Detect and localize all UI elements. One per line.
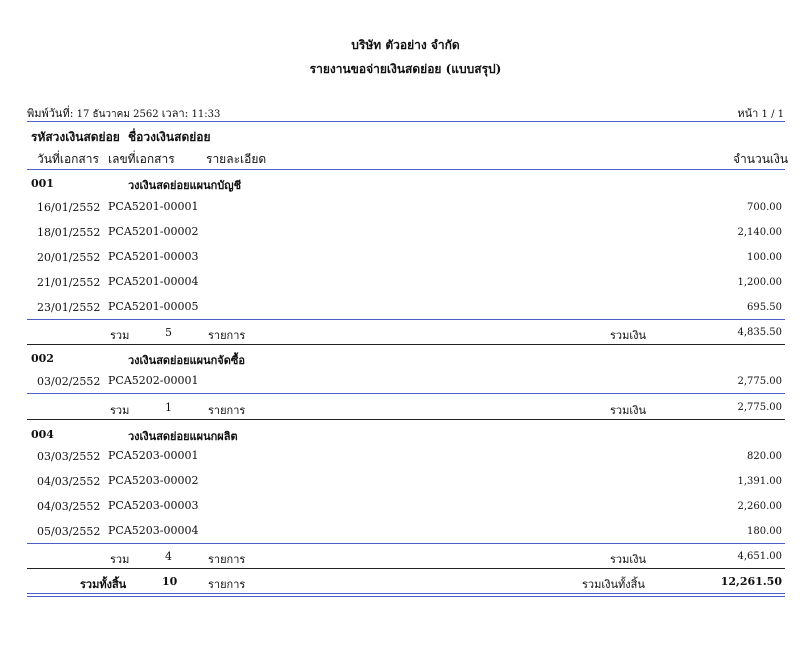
row-doc: PCA5203-00001: [108, 449, 199, 462]
row-amount: 1,391.00: [737, 476, 782, 487]
group-code: 004: [31, 428, 54, 441]
subtotal-label: รวม: [110, 553, 130, 566]
subtotal-label: รวม: [110, 329, 130, 342]
subtotal-divider: [27, 543, 785, 544]
row-date: 03/03/2552: [37, 450, 101, 463]
subtotal-unit: รายการ: [208, 553, 246, 566]
row-date: 21/01/2552: [37, 276, 101, 289]
row-doc: PCA5203-00002: [108, 474, 199, 487]
row-doc: PCA5201-00003: [108, 250, 199, 263]
grand-total-label: รวมทั้งสิ้น: [80, 578, 127, 591]
group-code: 002: [31, 352, 54, 365]
doc-date-header: วันที่เอกสาร: [37, 152, 99, 166]
grand-total-divider-1: [27, 593, 785, 594]
group-name: วงเงินสดย่อยแผนกจัดซื้อ: [128, 354, 245, 367]
subtotal-sum-label: รวมเงิน: [610, 553, 646, 566]
row-date: 04/03/2552: [37, 475, 101, 488]
row-amount: 2,260.00: [737, 501, 782, 512]
group-code: 001: [31, 177, 54, 190]
row-doc: PCA5201-00001: [108, 200, 199, 213]
header-divider-top: [27, 121, 785, 122]
row-doc: PCA5201-00005: [108, 300, 199, 313]
group-name: วงเงินสดย่อยแผนกผลิต: [128, 430, 238, 443]
row-amount: 2,140.00: [737, 227, 782, 238]
subtotal-count: 5: [165, 326, 172, 339]
row-amount: 2,775.00: [737, 376, 782, 387]
row-date: 20/01/2552: [37, 251, 101, 264]
row-date: 04/03/2552: [37, 500, 101, 513]
fund-code-header: รหัสวงเงินสดย่อย: [31, 130, 120, 144]
subtotal-sum: 2,775.00: [737, 402, 782, 413]
group-divider: [27, 419, 785, 420]
group-divider: [27, 568, 785, 569]
subtotal-unit: รายการ: [208, 404, 246, 417]
page-info: [737, 104, 784, 122]
print-date-label: พิมพ์วันที่:: [27, 107, 74, 120]
row-doc: PCA5203-00003: [108, 499, 199, 512]
row-doc: PCA5201-00004: [108, 275, 199, 288]
print-info: [27, 104, 220, 122]
grand-total-unit: รายการ: [208, 578, 246, 591]
amount-header: จำนวนเงิน: [733, 152, 789, 166]
grand-total-divider-2: [27, 596, 785, 597]
subtotal-sum: 4,651.00: [737, 551, 782, 562]
detail-header: รายละเอียด: [206, 152, 267, 166]
row-doc: PCA5201-00002: [108, 225, 199, 238]
subtotal-unit: รายการ: [208, 329, 246, 342]
row-date: 05/03/2552: [37, 525, 101, 538]
row-amount: 695.50: [747, 302, 782, 313]
row-doc: PCA5202-00001: [108, 374, 199, 387]
row-date: 23/01/2552: [37, 301, 101, 314]
page-label: หน้า: [737, 107, 759, 120]
row-date: 16/01/2552: [37, 201, 101, 214]
doc-no-header: เลขที่เอกสาร: [108, 152, 175, 166]
row-amount: 700.00: [747, 202, 782, 213]
row-date: 18/01/2552: [37, 226, 101, 239]
group-divider: [27, 344, 785, 345]
subtotal-sum-label: รวมเงิน: [610, 329, 646, 342]
print-date-value: 17 ธันวาคม 2562: [76, 109, 159, 120]
grand-total-count: 10: [162, 575, 178, 588]
page-value: 1 / 1: [761, 109, 784, 120]
subtotal-count: 4: [165, 550, 172, 563]
row-doc: PCA5203-00004: [108, 524, 199, 537]
subtotal-count: 1: [165, 401, 172, 414]
subtotal-label: รวม: [110, 404, 130, 417]
row-amount: 820.00: [747, 451, 782, 462]
grand-total-sum-label: รวมเงินทั้งสิ้น: [582, 578, 645, 591]
row-amount: 180.00: [747, 526, 782, 537]
company-name: บริษัท ตัวอย่าง จำกัด: [351, 38, 460, 52]
fund-name-header: ชื่อวงเงินสดย่อย: [128, 130, 211, 144]
print-time-value: 11:33: [191, 109, 221, 120]
grand-total-sum: 12,261.50: [720, 575, 782, 588]
row-date: 03/02/2552: [37, 375, 101, 388]
row-amount: 100.00: [747, 252, 782, 263]
header-divider-bottom: [27, 169, 785, 170]
report-title: รายงานขอจ่ายเงินสดย่อย (แบบสรุป): [309, 62, 502, 76]
print-time-label: เวลา:: [161, 107, 189, 120]
subtotal-sum-label: รวมเงิน: [610, 404, 646, 417]
subtotal-divider: [27, 319, 785, 320]
row-amount: 1,200.00: [737, 277, 782, 288]
group-name: วงเงินสดย่อยแผนกบัญชี: [128, 179, 242, 192]
subtotal-divider: [27, 393, 785, 394]
subtotal-sum: 4,835.50: [737, 327, 782, 338]
